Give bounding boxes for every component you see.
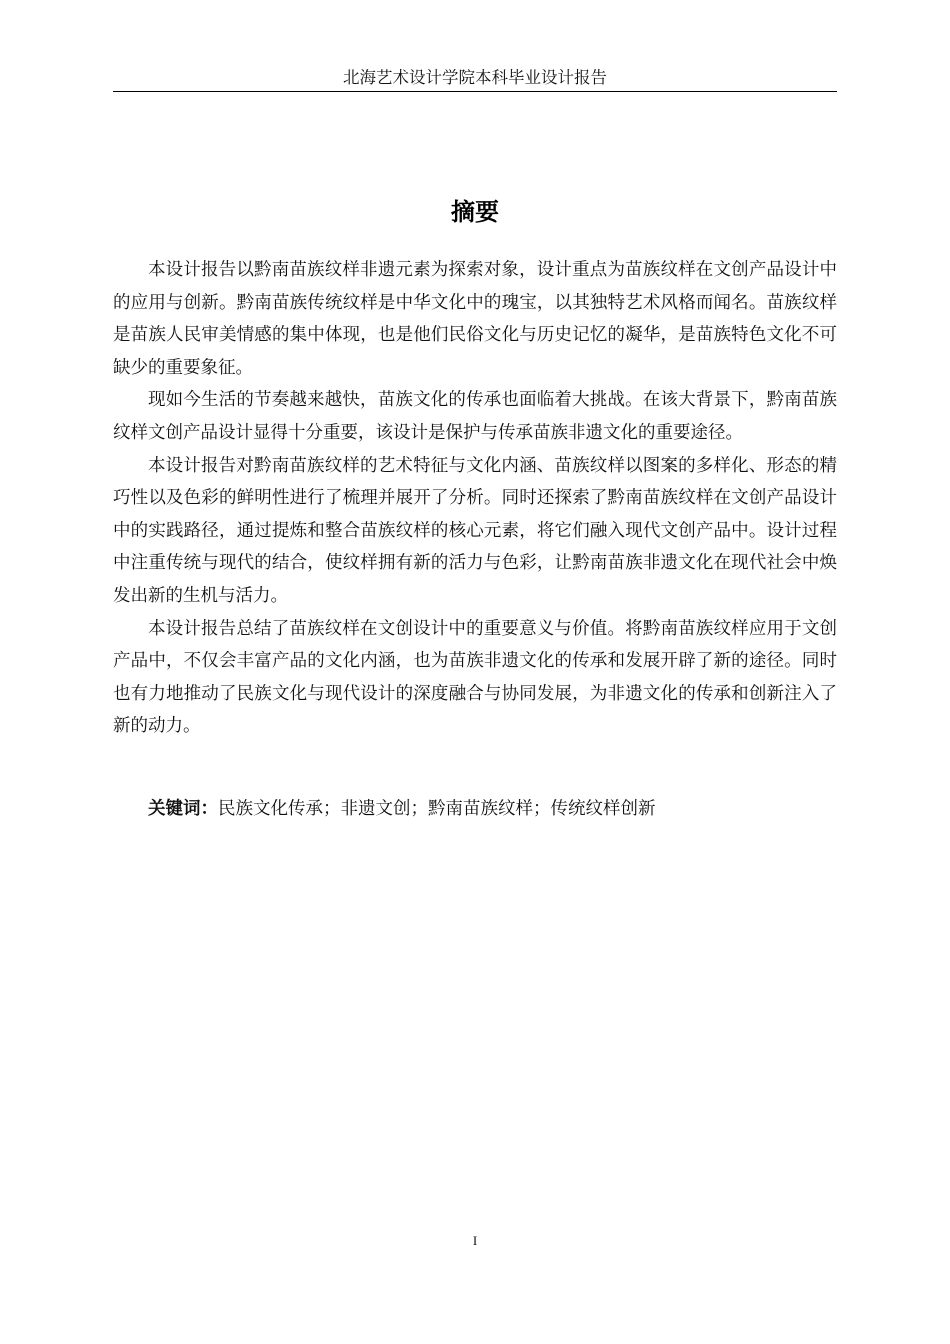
abstract-paragraph-2: 现如今生活的节奏越来越快，苗族文化的传承也面临着大挑战。在该大背景下，黔南苗族纹样文创产品设计显得十分重要，该设计是保护与传承苗族非遗文化的重要途径。: [113, 390, 837, 443]
page-number: I: [472, 1233, 478, 1248]
abstract-paragraph-3: 本设计报告对黔南苗族纹样的艺术特征与文化内涵、苗族纹样以图案的多样化、形态的精巧性以及色彩的鲜明性进行了梳理并展开了分析。同时还探索了黔南苗族纹样在文创产品设计中的实践路径，通过提炼和整合苗族纹样的核心元素，将它们融入现代文创产品中。设计过程中注重传统与现代的结合，使纹样拥有新的活力与色彩，让黔南苗族非遗文化在现代社会中焕发出新的生机与活力。: [113, 455, 837, 606]
running-header: 北海艺术设计学院本科毕业设计报告: [343, 68, 607, 87]
keywords-text: 民族文化传承；非遗文创；黔南苗族纹样；传统纹样创新: [218, 799, 656, 819]
keywords-line: [113, 793, 837, 825]
abstract-body: [113, 254, 837, 743]
keywords-label: 关键词：: [148, 799, 218, 819]
header-rule: [113, 91, 837, 92]
abstract-paragraph-4: 本设计报告总结了苗族纹样在文创设计中的重要意义与价值。将黔南苗族纹样应用于文创产品中，不仅会丰富产品的文化内涵，也为苗族非遗文化的传承和发展开辟了新的途径。同时也有力地推动了民族文化与现代设计的深度融合与协同发展，为非遗文化的传承和创新注入了新的动力。: [113, 618, 837, 737]
abstract-heading: 摘要: [451, 198, 499, 226]
abstract-paragraph-1: 本设计报告以黔南苗族纹样非遗元素为探索对象，设计重点为苗族纹样在文创产品设计中的应用与创新。黔南苗族传统纹样是中华文化中的瑰宝，以其独特艺术风格而闻名。苗族纹样是苗族人民审美情感的集中体现，也是他们民俗文化与历史记忆的凝华，是苗族特色文化不可缺少的重要象征。: [113, 260, 837, 378]
